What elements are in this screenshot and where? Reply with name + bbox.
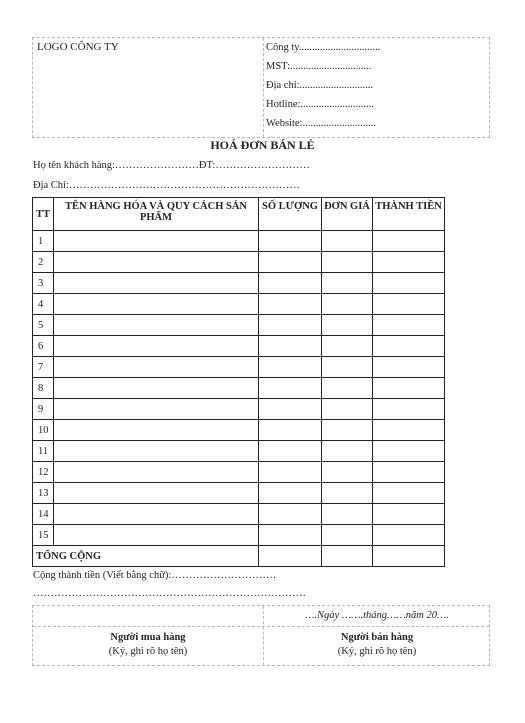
column-header-unit-price: ĐƠN GIÁ bbox=[322, 198, 373, 231]
row-index: 5 bbox=[33, 315, 54, 336]
unit-price-cell[interactable] bbox=[322, 462, 373, 483]
hotline-field[interactable]: Hotline:............................ bbox=[266, 99, 374, 110]
unit-price-cell[interactable] bbox=[322, 420, 373, 441]
website-field[interactable]: Website:............................ bbox=[266, 118, 376, 129]
product-cell[interactable] bbox=[54, 336, 259, 357]
unit-price-cell[interactable] bbox=[322, 525, 373, 546]
table-row bbox=[33, 525, 445, 546]
company-info bbox=[266, 41, 486, 136]
amount-cell[interactable] bbox=[373, 399, 445, 420]
customer-address-line[interactable]: Địa Chỉ:………………………………………………………… bbox=[33, 180, 300, 191]
product-cell[interactable] bbox=[54, 504, 259, 525]
header-divider bbox=[263, 38, 264, 137]
amount-cell[interactable] bbox=[373, 252, 445, 273]
table-row bbox=[33, 483, 445, 504]
amount-cell[interactable] bbox=[373, 504, 445, 525]
amount-cell[interactable] bbox=[373, 273, 445, 294]
quantity-cell[interactable] bbox=[259, 315, 322, 336]
column-header-index: TT bbox=[33, 198, 54, 231]
unit-price-cell[interactable] bbox=[322, 294, 373, 315]
unit-price-cell[interactable] bbox=[322, 315, 373, 336]
product-cell[interactable] bbox=[54, 441, 259, 462]
amount-cell[interactable] bbox=[373, 357, 445, 378]
buyer-sign-note: (Ký, ghi rõ họ tên) bbox=[108, 646, 188, 657]
table-row bbox=[33, 420, 445, 441]
row-index: 11 bbox=[33, 441, 54, 462]
row-index: 10 bbox=[33, 420, 54, 441]
tax-code-field[interactable]: MST:............................... bbox=[266, 61, 372, 72]
total-row bbox=[33, 546, 445, 567]
company-header bbox=[32, 37, 490, 138]
quantity-cell[interactable] bbox=[259, 441, 322, 462]
product-cell[interactable] bbox=[54, 420, 259, 441]
amount-cell[interactable] bbox=[373, 420, 445, 441]
quantity-cell[interactable] bbox=[259, 483, 322, 504]
quantity-cell[interactable] bbox=[259, 420, 322, 441]
product-cell[interactable] bbox=[54, 273, 259, 294]
quantity-cell[interactable] bbox=[259, 378, 322, 399]
unit-price-cell[interactable] bbox=[322, 483, 373, 504]
quantity-cell[interactable] bbox=[259, 273, 322, 294]
table-row bbox=[33, 231, 445, 252]
row-index: 15 bbox=[33, 525, 54, 546]
table-row bbox=[33, 378, 445, 399]
amount-cell[interactable] bbox=[373, 315, 445, 336]
seller-sign-note: (Ký, ghi rõ họ tên) bbox=[337, 646, 417, 657]
column-header-quantity: SỐ LƯỢNG bbox=[259, 198, 322, 231]
column-header-product: TÊN HÀNG HÓA VÀ QUY CÁCH SẢN PHẨM bbox=[54, 198, 259, 231]
row-index: 3 bbox=[33, 273, 54, 294]
quantity-cell[interactable] bbox=[259, 231, 322, 252]
unit-price-cell[interactable] bbox=[322, 336, 373, 357]
unit-price-cell[interactable] bbox=[322, 273, 373, 294]
amount-cell[interactable] bbox=[373, 462, 445, 483]
unit-price-cell[interactable] bbox=[322, 504, 373, 525]
invoice-title: HOÁ ĐƠN BÁN LẺ bbox=[210, 138, 315, 152]
product-cell[interactable] bbox=[54, 315, 259, 336]
product-cell[interactable] bbox=[54, 483, 259, 504]
quantity-cell[interactable] bbox=[259, 336, 322, 357]
row-index: 7 bbox=[33, 357, 54, 378]
buyer-signature bbox=[33, 631, 263, 659]
table-row bbox=[33, 504, 445, 525]
unit-price-cell[interactable] bbox=[322, 441, 373, 462]
table-row bbox=[33, 273, 445, 294]
row-index: 6 bbox=[33, 336, 54, 357]
quantity-cell[interactable] bbox=[259, 462, 322, 483]
row-index: 12 bbox=[33, 462, 54, 483]
amount-cell[interactable] bbox=[373, 441, 445, 462]
customer-name-phone-line[interactable]: Họ tên khách hàng:……………………ĐT:……………………… bbox=[33, 160, 310, 171]
unit-price-cell[interactable] bbox=[322, 357, 373, 378]
amount-cell[interactable] bbox=[373, 231, 445, 252]
product-cell[interactable] bbox=[54, 252, 259, 273]
table-row bbox=[33, 336, 445, 357]
total-quantity-cell[interactable] bbox=[259, 546, 322, 567]
column-header-amount: THÀNH TIỀN bbox=[373, 198, 445, 231]
unit-price-cell[interactable] bbox=[322, 378, 373, 399]
quantity-cell[interactable] bbox=[259, 525, 322, 546]
date-line[interactable]: ….Ngày …….tháng……năm 20…. bbox=[305, 610, 449, 621]
table-row bbox=[33, 357, 445, 378]
product-cell[interactable] bbox=[54, 525, 259, 546]
row-index: 4 bbox=[33, 294, 54, 315]
seller-signature bbox=[263, 631, 491, 659]
unit-price-cell[interactable] bbox=[322, 231, 373, 252]
quantity-cell[interactable] bbox=[259, 294, 322, 315]
total-unit-price-cell[interactable] bbox=[322, 546, 373, 567]
row-index: 2 bbox=[33, 252, 54, 273]
invoice-items-table bbox=[32, 197, 445, 567]
amount-cell[interactable] bbox=[373, 378, 445, 399]
table-row bbox=[33, 294, 445, 315]
total-amount-cell[interactable] bbox=[373, 546, 445, 567]
signature-section bbox=[32, 605, 490, 666]
company-name-field[interactable]: Công ty............................... bbox=[266, 42, 381, 53]
buyer-role-label: Người mua hàng bbox=[110, 632, 186, 643]
amount-in-words-line[interactable]: Cộng thành tiền (Viết bằng chữ):………………………… bbox=[33, 570, 277, 581]
row-index: 9 bbox=[33, 399, 54, 420]
row-index: 8 bbox=[33, 378, 54, 399]
product-cell[interactable] bbox=[54, 462, 259, 483]
table-row bbox=[33, 399, 445, 420]
company-address-field[interactable]: Địa chỉ:............................ bbox=[266, 80, 374, 91]
quantity-cell[interactable] bbox=[259, 504, 322, 525]
product-cell[interactable] bbox=[54, 357, 259, 378]
amount-cell[interactable] bbox=[373, 525, 445, 546]
row-index: 14 bbox=[33, 504, 54, 525]
amount-cell[interactable] bbox=[373, 483, 445, 504]
product-cell[interactable] bbox=[54, 399, 259, 420]
product-cell[interactable] bbox=[54, 231, 259, 252]
footer-horizontal-divider bbox=[33, 626, 489, 627]
amount-in-words-continuation[interactable]: …………………………………………………………………… bbox=[33, 588, 306, 599]
quantity-cell[interactable] bbox=[259, 357, 322, 378]
quantity-cell[interactable] bbox=[259, 252, 322, 273]
amount-cell[interactable] bbox=[373, 294, 445, 315]
table-row bbox=[33, 315, 445, 336]
total-label: TỔNG CỘNG bbox=[33, 546, 259, 567]
company-logo-placeholder: LOGO CÔNG TY bbox=[37, 41, 119, 53]
row-index: 1 bbox=[33, 231, 54, 252]
table-row bbox=[33, 462, 445, 483]
seller-role-label: Người bán hàng bbox=[340, 632, 414, 643]
amount-cell[interactable] bbox=[373, 336, 445, 357]
product-cell[interactable] bbox=[54, 378, 259, 399]
row-index: 13 bbox=[33, 483, 54, 504]
product-cell[interactable] bbox=[54, 294, 259, 315]
unit-price-cell[interactable] bbox=[322, 399, 373, 420]
table-header-row bbox=[33, 198, 445, 231]
table-row bbox=[33, 441, 445, 462]
table-row bbox=[33, 252, 445, 273]
unit-price-cell[interactable] bbox=[322, 252, 373, 273]
quantity-cell[interactable] bbox=[259, 399, 322, 420]
